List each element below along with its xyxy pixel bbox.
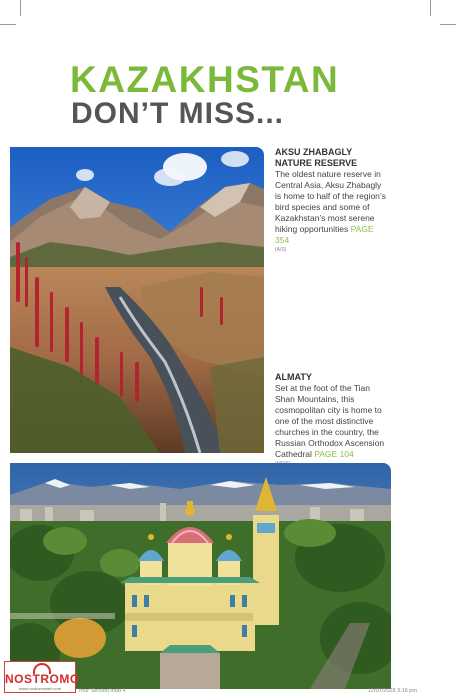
page-subtitle: DON’T MISS... [71, 97, 285, 130]
entry-almaty [275, 372, 387, 468]
page-reference-link[interactable]: PAGE 104 [314, 449, 354, 459]
aksu-zhabagly-photo [10, 147, 264, 453]
entry-heading: ALMATY [275, 372, 312, 382]
page-title: KAZAKHSTAN [70, 59, 340, 100]
entry-body-text: The oldest nature reserve in Central Asia, Aksu Zhabagly is home to half of the region’s bird species and some of Kazakhstan’s most serene hiking opportunities [275, 169, 386, 234]
mountain-landscape-photo [10, 147, 264, 453]
nostromo-logo [4, 661, 80, 693]
logo-tagline: www.nostromoweb.com [18, 686, 62, 691]
print-slug-left: Your Section.indd 4 [78, 688, 126, 694]
crop-mark [430, 0, 431, 16]
crop-mark [20, 0, 21, 16]
entry-aksu-zhabagly [275, 147, 387, 254]
entry-body [275, 383, 387, 460]
entry-heading [275, 147, 387, 169]
crop-mark [0, 24, 16, 25]
entry-heading-line1: AKSU ZHABAGLY [275, 147, 353, 157]
logo-name: NOSTROMO [5, 672, 80, 686]
almaty-cathedral-photo [10, 463, 391, 689]
entry-body-text: Set at the foot of the Tian Shan Mountains, this cosmopolitan city is home to one of the most distinctive churches in the country, the Russian Orthodox Ascension Cathedral [275, 383, 385, 459]
photo-credit: (A/S) [275, 247, 287, 253]
crop-mark [440, 24, 456, 25]
cathedral-city-photo [10, 463, 391, 689]
page-reference-link[interactable]: PAGE 354 [275, 224, 374, 245]
print-slug-right: 12/07/2028 3:16 pm [368, 688, 417, 694]
entry-heading-line2: NATURE RESERVE [275, 158, 358, 168]
entry-body [275, 169, 387, 246]
